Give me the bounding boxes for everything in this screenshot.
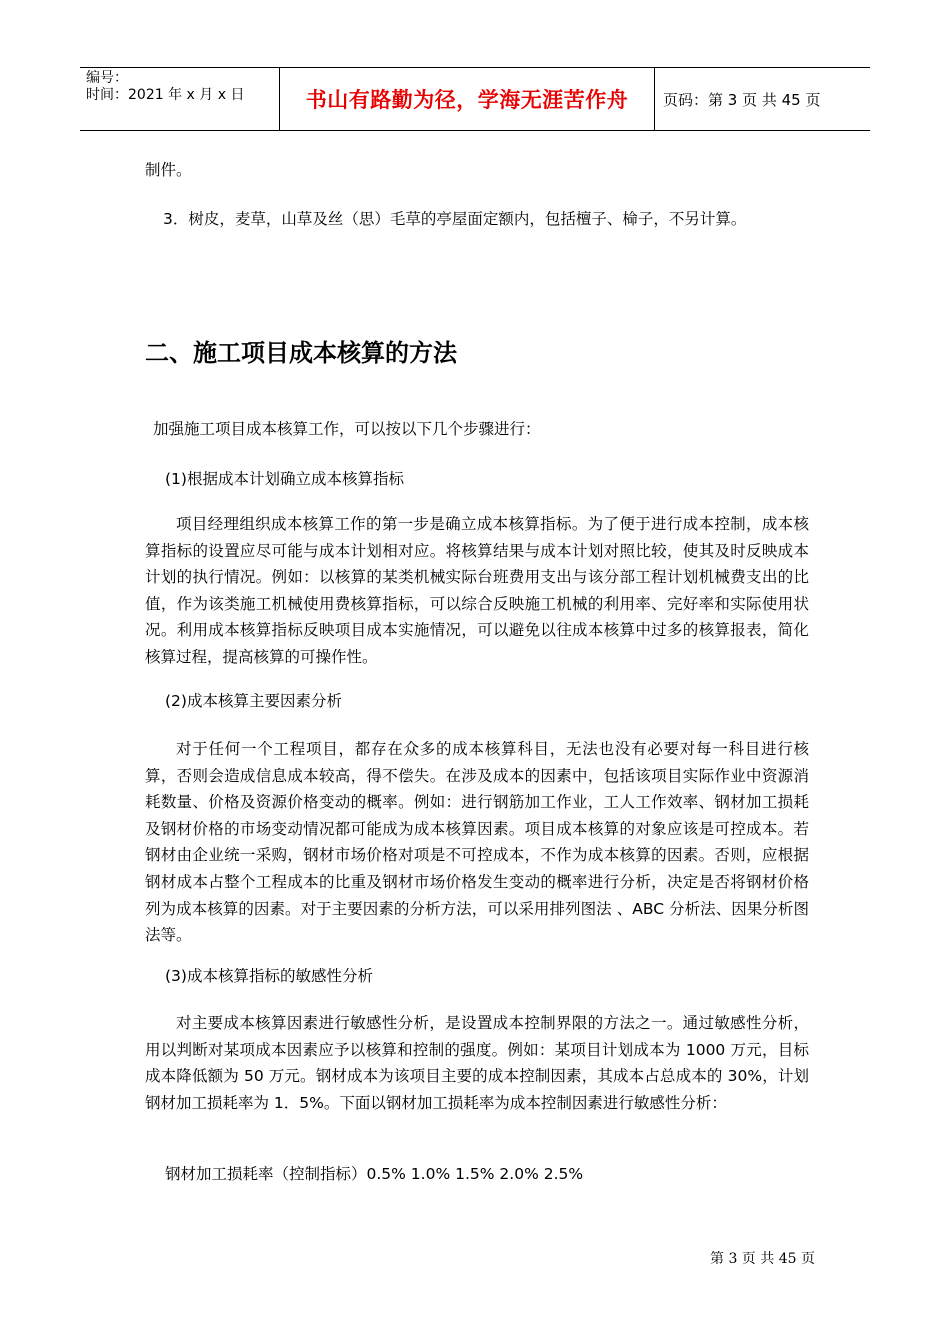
page-label: 页码：第 3 页 共 45 页 bbox=[663, 90, 821, 109]
intro-text: 加强施工项目成本核算工作，可以按以下几个步骤进行： bbox=[153, 420, 541, 438]
time-label: 时间：2021 年 x 月 x 日 bbox=[86, 87, 245, 103]
subsection-1-paragraph: 项目经理组织成本核算工作的第一步是确立成本核算指标。为了便于进行成本控制，成本核算指标的设置应尽可能与成本计划相对应。将核算结果与成本计划对照比较，使其及时反映成本计划的执行情况。例如：以核算的某类机械实际台班费用支出与该分部工程计划机械费支出的比值，作为该类施工机械使用费核算指标，可以综合反映施工机械的利用率、完好率和实际使用状况。利用成本核算指标反映项目成本实施情况，可以避免以往成本核算中过多的核算报表，简化核算过程，提高核算的可操作性。 bbox=[145, 515, 809, 666]
subsection-3-paragraph: 对主要成本核算因素进行敏感性分析，是设置成本控制界限的方法之一。通过敏感性分析，用以判断对某项成本因素应予以核算和控制的强度。例如：某项目计划成本为 1000 万元，目标成本降低额为 50 万元。钢材成本为该项目主要的成本控制因素，其成本占总成本的 30%，计划钢材加工损耗率为 1．5%。下面以钢材加工损耗率为成本控制因素进行敏感性分析： bbox=[145, 1014, 809, 1112]
subsection-2-paragraph: 对于任何一个工程项目，都存在众多的成本核算科目，无法也没有必要对每一科目进行核算，否则会造成信息成本较高，得不偿失。在涉及成本的因素中，包括该项目实际作业中资源消耗数量、价格及资源价格变动的概率。例如：进行钢筋加工作业，工人工作效率、钢材加工损耗及钢材价格的市场变动情况都可能成为成本核算因素。项目成本核算的对象应该是可控成本。若钢材由企业统一采购，钢材市场价格对项是不可控成本，不作为成本核算的因素。否则，应根据钢材成本占整个工程成本的比重及钢材市场价格发生变动的概率进行分析，决定是否将钢材价格列为成本核算的因素。对于主要因素的分析方法，可以采用排列图法 、ABC 分析法、因果分析图法等。 bbox=[145, 740, 809, 945]
rate-line: 钢材加工损耗率（控制指标）0.5% 1.0% 1.5% 2.0% 2.5% bbox=[165, 1165, 584, 1183]
header-motto-cell bbox=[280, 68, 655, 130]
continued-line: 制件。 bbox=[145, 161, 192, 179]
subsection-3-title: (3)成本核算指标的敏感性分析 bbox=[165, 967, 373, 985]
page-header bbox=[80, 67, 870, 131]
item-3: 3．树皮，麦草，山草及丝（思）毛草的亭屋面定额内，包括檀子、椧子，不另计算。 bbox=[163, 210, 747, 228]
subsection-1-title: (1)根据成本计划确立成本核算指标 bbox=[165, 470, 404, 488]
page-footer: 第 3 页 共 45 页 bbox=[710, 1251, 815, 1267]
header-meta bbox=[80, 68, 280, 130]
number-label: 编号： bbox=[86, 70, 128, 86]
motto: 书山有路勤为径，学海无涯苦作舟 bbox=[305, 88, 629, 112]
header-page-cell bbox=[655, 68, 870, 130]
subsection-2-title: (2)成本核算主要因素分析 bbox=[165, 692, 342, 710]
section-heading: 二、施工项目成本核算的方法 bbox=[145, 339, 457, 367]
